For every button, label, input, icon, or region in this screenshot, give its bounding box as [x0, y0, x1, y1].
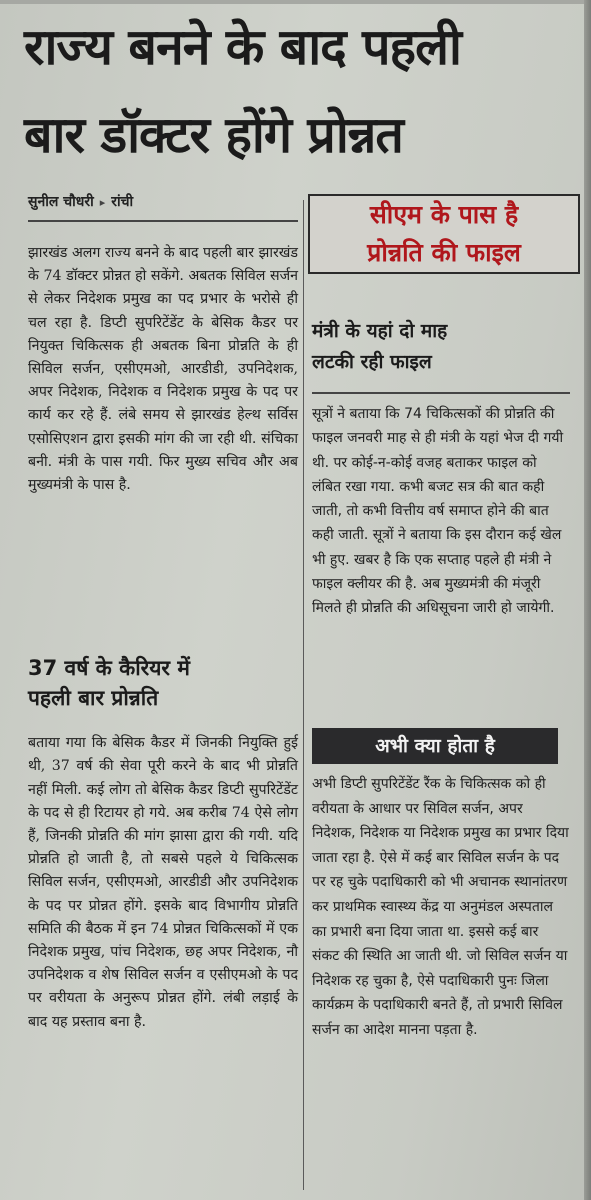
- headline-line-2: बार डॉक्टर होंगे प्रोन्नत: [24, 106, 403, 164]
- headline-line-1: राज्य बनने के बाद पहली: [24, 18, 461, 76]
- intro-paragraph: झारखंड अलग राज्य बनने के बाद पहली बार झारखंड के 74 डॉक्टर प्रोन्नत हो सकेंगे. अबतक सिविल सर्जन से लेकर निदेशक प्रमुख का पद प्रभार के भरोसे ही चल रहा है. डिप्टी सुपरिटेंडेंट के बेसिक कैडर पर नियुक्त चिकित्सक ही अबतक बिना प्रोन्नति के ही सिविल सर्जन, एसीएमओ, आरडीडी, उपनिदेशक, अपर निदेशक, निदेशक व निदेशक प्रमुख के पद पर कार्य कर रहे हैं. लंबे समय से झारखंड हेल्थ सर्विस एसोसिएशन द्वारा इसकी मांग की जा रही थी. संचिका बनी. मंत्री के पास गयी. फिर मुख्य सचिव और अब मुख्यमंत्री के पास है.: [28, 245, 298, 494]
- highlight-box-line-1: सीएम के पास है: [369, 200, 519, 229]
- column-divider: [303, 200, 304, 1190]
- right-subheading-rule: [312, 392, 570, 394]
- byline-place: रांची: [111, 194, 134, 210]
- highlight-box: [308, 194, 580, 274]
- left-column-body: [28, 718, 298, 1048]
- right-subheading-line-1: मंत्री के यहां दो माह: [312, 320, 448, 342]
- paper-top-edge: [0, 0, 591, 4]
- body-paragraph: बताया गया कि बेसिक कैडर में जिनकी नियुक्ति हुई थी, 37 वर्ष की सेवा पूरी करने के बाद भी प्रोन्नति नहीं मिली. कई लोग तो बेसिक कैडर डिप्टी सुपरिटेंडेंट के पद से ही रिटायर हो गये. अब करीब 74 ऐसे लोग हैं, जिनकी प्रोन्नति की मांग झासा द्वारा की गयी. यदि प्रोन्नति हो जाती है, तो सबसे पहले ये चिकित्सक सिविल सर्जन, एसीएमओ, आरडीडी और उपनिदेशक के पद पर प्रोन्नत होंगे. इसके बाद विभागीय प्रोन्नति समिति की बैठक में इन 74 प्रोन्नत चिकित्सकों में एक निदेशक प्रमुख, पांच निदेशक, छह अपर निदेशक, नौ उपनिदेशक व शेष सिविल सर्जन व एसीएमओ के पद पर वरीयता के अनुरूप प्रोन्नत होंगे. लंबी लड़ाई के बाद यह प्रस्ताव बना है.: [28, 735, 298, 1030]
- left-subheading-line-2: पहली बार प्रोन्नति: [28, 686, 159, 710]
- right-column-paragraph-1: सूत्रों ने बताया कि 74 चिकित्सकों की प्रोन्नति की फाइल जनवरी माह से ही मंत्री के यहां भेज दी गयी थी. पर कोई-न-कोई वजह बताकर फाइल को लंबित रखा गया. कभी बजट सत्र की बात कही जाती, तो कभी वित्तीय वर्ष समाप्त होने की बात कही जाती. सूत्रों ने बताया कि इस दौरान कई खेल भी हुए. खबर है कि एक सप्ताह पहले ही मंत्री ने फाइल क्लीयर की है. अब मुख्यमंत्री की मंजूरी मिलते ही प्रोन्नति की अधिसूचना जारी हो जायेगी.: [312, 406, 564, 617]
- byline-author: सुनील चौधरी: [28, 194, 94, 210]
- dark-heading-box: अभी क्या होता है: [312, 728, 558, 764]
- right-subheading: [312, 316, 580, 378]
- byline: [28, 192, 133, 211]
- left-subheading-line-1: 37 वर्ष के कैरियर में: [28, 656, 190, 680]
- left-column-intro: [28, 242, 298, 497]
- byline-separator-icon: ▸: [99, 196, 106, 209]
- right-column-paragraph-2: अभी डिप्टी सुपरिटेंडेंट रैंक के चिकित्सक को ही वरीयता के आधार पर सिविल सर्जन, अपर निदेशक, निदेशक या निदेशक प्रमुख का प्रभार दिया जाता रहा है. ऐसे में कई बार सिविल सर्जन के पद पर रह चुके पदाधिकारी को भी अचानक स्थानांतरण कर प्राथमिक स्वास्थ्य केंद्र या अनुमंडल अस्पताल का प्रभारी बना दिया जाता था. इससे कई बार संकट की स्थिति आ जाती थी. जो सिविल सर्जन या निदेशक रह चुका है, ऐसे पदाधिकारी पुनः जिला कार्यक्रम के पदाधिकारी बनते हैं, तो प्रभारी सिविल सर्जन का आदेश मानना पड़ता है.: [312, 776, 569, 1038]
- byline-rule: [28, 220, 298, 222]
- left-subheading: [28, 653, 298, 713]
- paper-right-edge: [584, 0, 591, 1200]
- right-subheading-line-2: लटकी रही फाइल: [312, 351, 432, 373]
- highlight-box-line-2: प्रोन्नति की फाइल: [367, 238, 521, 267]
